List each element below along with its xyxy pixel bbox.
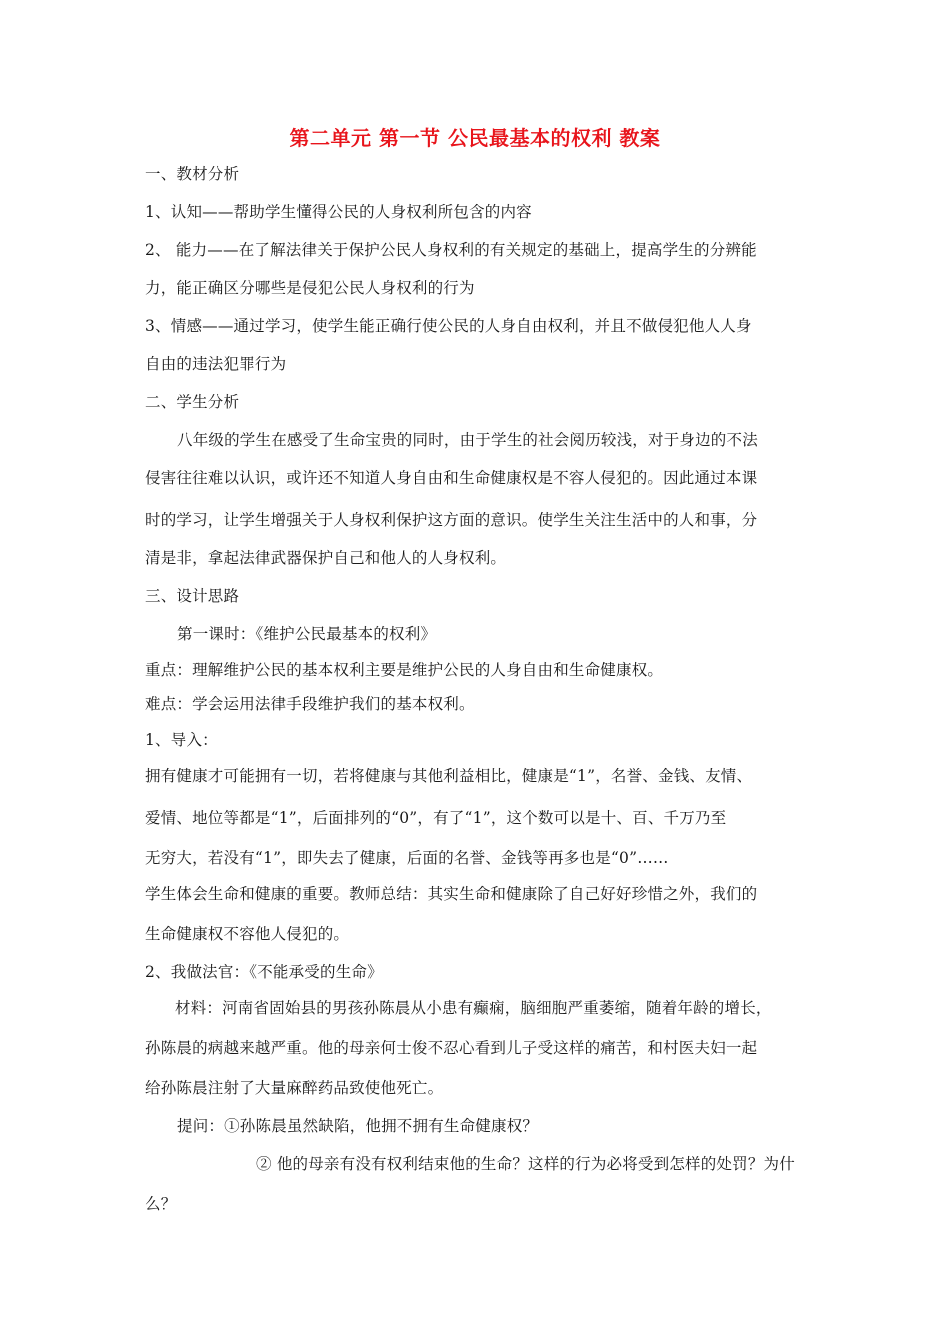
paragraph-line: ② 他的母亲有没有权利结束他的生命？这样的行为必将受到怎样的处罚？为什 bbox=[256, 1155, 795, 1173]
paragraph-line: 八年级的学生在感受了生命宝贵的同时，由于学生的社会阅历较浅，对于身边的不法 bbox=[177, 431, 758, 449]
paragraph-line: 无穷大，若没有“1”，即失去了健康，后面的名誉、金钱等再多也是“0”…… bbox=[145, 849, 669, 867]
paragraph-line: 么？ bbox=[145, 1195, 177, 1213]
paragraph-line: 第一课时：《维护公民最基本的权利》 bbox=[177, 625, 437, 643]
paragraph-line: 学生体会生命和健康的重要。教师总结：其实生命和健康除了自己好好珍惜之外，我们的 bbox=[145, 885, 758, 903]
paragraph-line: 给孙陈晨注射了大量麻醉药品致使他死亡。 bbox=[145, 1079, 444, 1097]
paragraph-line: 2、我做法官：《不能承受的生命》 bbox=[145, 963, 383, 981]
paragraph-line: 拥有健康才可能拥有一切，若将健康与其他利益相比，健康是“1”，名誉、金钱、友情、 bbox=[145, 767, 753, 785]
paragraph-line: 1、认知——帮助学生懂得公民的人身权利所包含的内容 bbox=[145, 203, 532, 221]
paragraph-line: 2、 能力——在了解法律关于保护公民人身权利的有关规定的基础上，提高学生的分辨能 bbox=[145, 241, 757, 259]
paragraph-line: 重点：理解维护公民的基本权利主要是维护公民的人身自由和生命健康权。 bbox=[145, 661, 664, 679]
paragraph-line: 时的学习，让学生增强关于人身权利保护这方面的意识。使学生关注生活中的人和事，分 bbox=[145, 511, 758, 529]
paragraph-line: 材料：河南省固始县的男孩孙陈晨从小患有癫痫，脑细胞严重萎缩，随着年龄的增长， bbox=[175, 999, 772, 1017]
paragraph-line: 力，能正确区分哪些是侵犯公民人身权利的行为 bbox=[145, 279, 475, 297]
paragraph-line: 自由的违法犯罪行为 bbox=[145, 355, 287, 373]
heading-student-analysis: 二、学生分析 bbox=[145, 393, 240, 411]
paragraph-line: 侵害往往难以认识，或许还不知道人身自由和生命健康权是不容人侵犯的。因此通过本课 bbox=[145, 469, 758, 487]
paragraph-line: 难点：学会运用法律手段维护我们的基本权利。 bbox=[145, 695, 475, 713]
paragraph-line: 爱情、地位等都是“1”，后面排列的“0”，有了“1”，这个数可以是十、百、千万乃至 bbox=[145, 809, 727, 827]
heading-textbook-analysis: 一、教材分析 bbox=[145, 165, 240, 183]
paragraph-line: 清是非，拿起法律武器保护自己和他人的人身权利。 bbox=[145, 549, 507, 567]
paragraph-line: 提问：①孙陈晨虽然缺陷，他拥不拥有生命健康权？ bbox=[177, 1117, 539, 1135]
document-title: 第二单元 第一节 公民最基本的权利 教案 bbox=[289, 126, 661, 150]
paragraph-line: 3、情感——通过学习，使学生能正确行使公民的人身自由权利，并且不做侵犯他人人身 bbox=[145, 317, 752, 335]
paragraph-line: 1、导入： bbox=[145, 731, 218, 749]
heading-design-ideas: 三、设计思路 bbox=[145, 587, 240, 605]
paragraph-line: 孙陈晨的病越来越严重。他的母亲何士俊不忍心看到儿子受这样的痛苦，和村医夫妇一起 bbox=[145, 1039, 758, 1057]
paragraph-line: 生命健康权不容他人侵犯的。 bbox=[145, 925, 350, 943]
